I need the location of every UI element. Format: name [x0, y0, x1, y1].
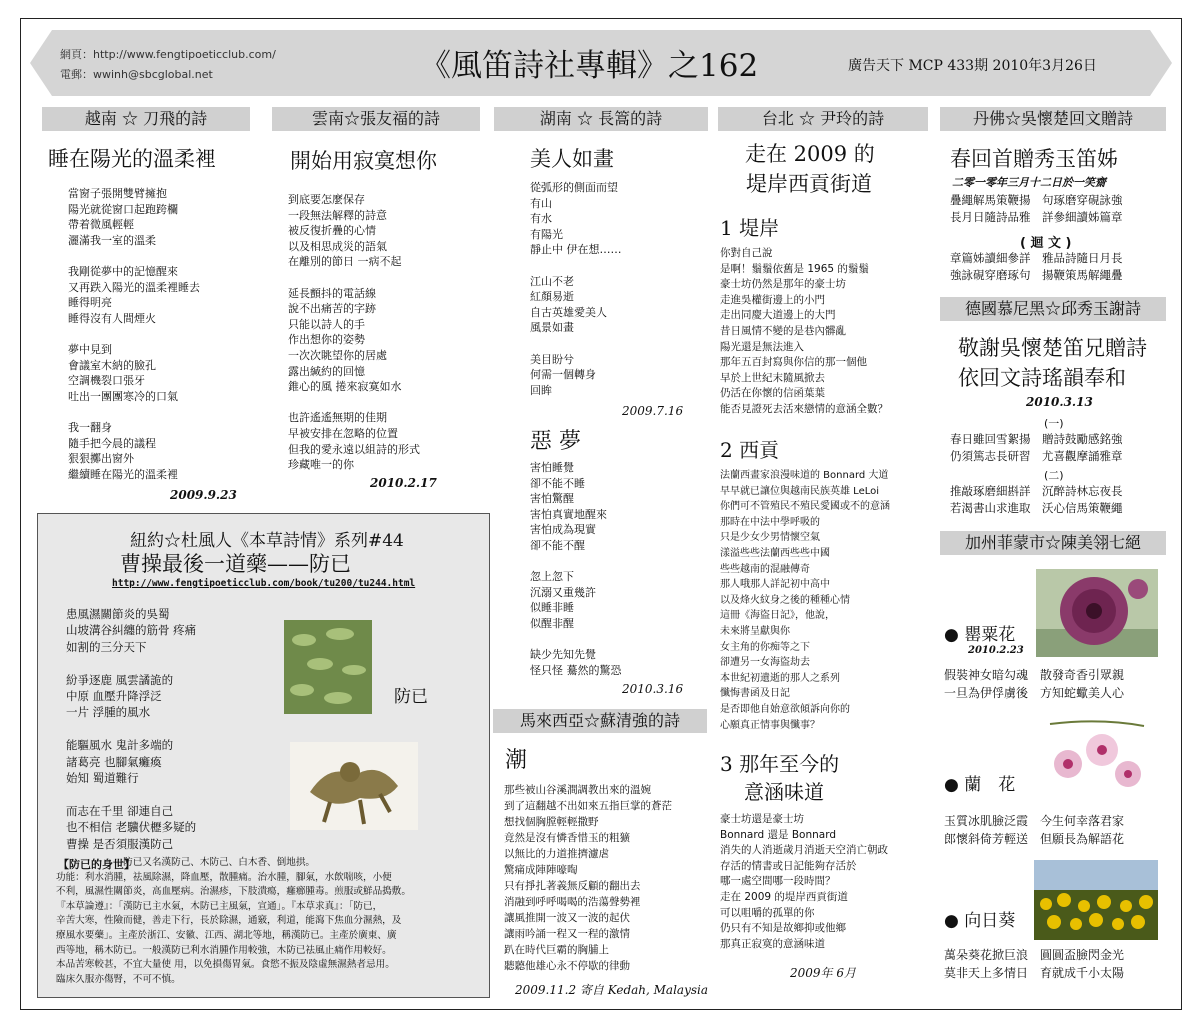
- col5-poem-title: 春回首贈秀玉笛姊: [950, 147, 1118, 171]
- header-email: 電郵：wwinh@sbcglobal.net: [60, 68, 213, 81]
- col4-section1-body: 你對自己說 是啊！鬚鬚依舊是 1965 的鬚鬚 豪士坊仍然是那年的豪士坊 走進吳權街邊上的小門 走出同慶大道邊上的大門 昔日風情不變的是巷內髒亂 陽光還是無法進入 那年五百封寫與你信的那一個他 早於上世紀末隨風掀去 仍活在你懷的信函葉葉 能否見證死去活來戀情的意涵全數？: [720, 247, 888, 415]
- col3-poem-body: 從弧形的側面而望 有山 有水 有陽光 靜止中 伊在想…… 江山不老 紅顏易逝 自古英雄愛美人 風景如畫 美目盼兮 何需一個轉身 回眸: [530, 181, 622, 397]
- poppy-date: 2010.2.23: [968, 645, 1024, 656]
- col1-poem-title: 睡在陽光的溫柔裡: [48, 147, 216, 171]
- col3-poem2-title: 惡 夢: [530, 429, 581, 454]
- col2-poem-title: 開始用寂寞想你: [290, 149, 437, 173]
- col2-poem-body: 到底要怎麼保存 一段無法解釋的詩意 被反復折疊的心情 以及相思成災的語氣 在離別的節日 一病不起 延長顫抖的電話線 說不出痛苦的字跡 只能以詩人的手 作出想你的姿勢 一次次眺望你的居處 露出緘約的回憶 錐心的風 捲來寂寞如水 也許遙遙無期的佳期 早被安排在忽略的位置 但我的愛永遠以組詩的形式 珍藏唯一的你: [288, 193, 420, 472]
- herb-note-label: 【防已的身世】: [58, 858, 135, 871]
- orchid-title: ● 蘭 花: [944, 775, 1016, 795]
- poppy-poem: 假裝神女暗勾魂 散發奇香引眾親 一旦為伊俘虜後 方知蛇蠍美人心: [944, 668, 1125, 700]
- col3b-date: 2009.11.2 寄自 Kedah, Malaysia: [515, 983, 709, 997]
- col4-section3-title-line1: 3 那年至今的: [720, 752, 840, 776]
- col1-header: 越南 ☆ 刀飛的詩: [42, 107, 250, 131]
- col4-date: 2009年 6月: [790, 966, 856, 980]
- col3b-poem-body: 那些被山谷溪澗調教出來的溫婉 到了這翻越不出如來五指巨掌的蒼茫 想找個胸膛輕輕撒野 竟然是沒有憐香惜玉的粗獷 以無比的力道推擠濾虐 驚痛成陣陣嚎啕 只有掙扎著義無反顧的翻出去 消融到呼呼喝喝的浩蕩聲勢裡 讓風推開一波又一波的起伏 讓雨吟誦一程又一程的激情 趴在時代巨霸的胸脯上 聽聽他雄心永不停歇的律動: [504, 784, 672, 972]
- col5b-title-line1: 敬謝吳懷楚笛兄贈詩: [958, 336, 1147, 360]
- col5b-part1-label: (一): [1044, 417, 1064, 430]
- box-poem-title: 曹操最後一道藥——防已: [120, 552, 351, 576]
- col2-date: 2010.2.17: [370, 476, 437, 490]
- col5b-date: 2010.3.13: [1026, 395, 1093, 409]
- sunflower-photo: [1034, 860, 1158, 940]
- sunflower-title: ● 向日葵: [944, 911, 1016, 931]
- herb-note: [56, 856, 411, 987]
- orchid-poem: 玉質冰肌臉泛霞 今生何幸落君家 郎懷斜倚芳輕送 但願長為解語花: [944, 814, 1125, 846]
- col3-date2: 2010.3.16: [622, 682, 684, 696]
- col4-header: 台北 ☆ 尹玲的詩: [718, 107, 928, 131]
- col3-header: 湖南 ☆ 長篙的詩: [494, 107, 708, 131]
- col3-poem-title: 美人如畫: [530, 147, 614, 171]
- col5b-title-line2: 依回文詩瑤韻奉和: [958, 366, 1126, 390]
- col3b-poem-title: 潮: [505, 748, 528, 773]
- col4-section3-title-line2: 意涵味道: [744, 780, 824, 804]
- col5b-part2-label: (二): [1044, 469, 1064, 482]
- herb-plant-photo: [284, 620, 372, 714]
- herb-name: 防已: [394, 687, 428, 707]
- herb-note-text: 防已又名漢防己、木防己、白木香、倒地拱。 功能：利水消腫，祛風除濕，降血壓，散腫痛。治水腫，腳氣，水飲喘咳，小便 不利，風濕性關節炎，高血壓病。治濕疹，下肢潰瘍，癰癤腫毒。煎服或鮮品搗敷。 『本草論遵』：「漢防已主水氣，木防已主風氣，宣通」。『本草求真』：「防已， 辛苦大寒，性險而健，善走下行，長於除濕，通竅，利道，能瀉下焦血分濕熱，及 療風水要藥」。主產於浙江、安徽、江西、湖北等地，稱漢防已。主產於廣東、廣 西等地，稱木防已。一般漢防已利水消腫作用較強，木防已祛風止痛作用較好。 本品苦寒較甚，不宜大量使 用，以免損傷胃氣。食慾不振及陰虛無濕熱者忌用。 臨床久服亦傷腎，不可不慎。: [56, 857, 411, 985]
- col3-poem2-body: 害怕睡覺 卻不能不睡 害怕驚醒 害怕真實地醒來 害怕成為現實 卻不能不醒 忽上忽下 沉溺又重幾許 似睡非睡 似醒非醒 缺少先知先覺 怪只怪 驀然的驚恐: [530, 461, 622, 677]
- poppy-title: ● 罌粟花: [944, 625, 1016, 645]
- sunflower-poem: 萬朵葵花掀巨浪 圓圓盃臉閃金光 莫非天上多情日 育就成千小太陽: [944, 948, 1125, 980]
- page-title: 《風笛詩社專輯》之162: [420, 48, 759, 84]
- col4-section1-title: 1 堤岸: [720, 216, 780, 240]
- box-poem-body: 患風濕關節炎的吳蜀 山坡溝谷糾纏的筋骨 疼痛 如割的三分天下 紛爭逐鹿 風雲譎詭的 中原 血壓升降浮泛 一片 浮腫的風水 能驅風水 鬼計多端的 諸葛亮 也腳氣癱瘓 始知 蜀道難行 而志在千里 卻連自己 也不相信 老驥伏櫪多疑的 曹操 是否須服漢防己: [66, 607, 197, 851]
- header-website: 網頁：http://www.fengtipoeticclub.com/: [60, 48, 276, 61]
- box-url[interactable]: http://www.fengtipoeticclub.com/book/tu200/tu244.html: [112, 578, 416, 589]
- col2-header: 雲南☆張友福的詩: [272, 107, 480, 131]
- col4-title-line1: 走在 2009 的: [745, 142, 875, 166]
- col4-section2-body: 法蘭西畫家浪漫味道的 Bonnard 大道 早早就已讓位與越南民族英雄 LeLoi 你們可不管殖民不殖民愛國或不的意涵 那時在中法中學呼吸的 只是少女少男情懷空氣 漾溢些些法蘭西些些中國 些些越南的混融傳奇 那人哦那人詳記初中高中 以及烽火紋身之後的種種心情 這冊《海盜日記》，他說， 未來將呈獻與你 女主角的你痴等之下 卻遭另一女海盜劫去 本世紀初遺逝的那人之系列 懺悔書函及日記 是否即他自始意欲傾訴向你的 心願真正情事與懺事？: [720, 470, 890, 731]
- col5b-part1-body: 春日雖回雪絮揚 贈詩鼓勵感銘強 仍須篤志長研習 尤喜觀摩誦雅章: [950, 432, 1123, 463]
- col4-section2-title: 2 西貢: [720, 438, 780, 462]
- col1-poem-body: 當窗子張開雙臂擁抱 陽光就從窗口起跑跨欄 帶着微風輕輕 灑滿我一室的溫柔 我剛從夢中的記憶醒來 又再跌入陽光的溫柔裡睡去 睡得明亮 睡得沒有人間煙火 夢中見到 會議室木納的臉孔 空調機裂口張牙 吐出一團團寒冷的口氣 我一翻身 隨手把今晨的議程 狠狠擲出窗外 繼續睡在陽光的溫柔裡: [68, 187, 200, 481]
- col5-huiwen-label: ( 迴 文 ): [1020, 236, 1072, 251]
- col5-poem-reverse: 章篇姊讀細參詳 雅品詩隨日月長 強詠硯穿磨琢句 揚鞭策馬解繩疊: [950, 251, 1123, 282]
- col5-poem-body: 疊繩解馬策鞭揚 句琢磨穿硯詠強 長月日隨詩品雅 詳參細讀姊篇章: [950, 193, 1123, 224]
- poppy-photo: [1036, 569, 1158, 657]
- col5-header: 丹佛☆吳懷楚回文贈詩: [940, 107, 1166, 131]
- col5c-header: 加州菲蒙市☆陳美翎七絕: [940, 531, 1166, 555]
- box-series-title: 紐約☆杜風人《本草詩情》系列#44: [130, 531, 404, 551]
- col5-subtitle: 二零一零年三月十二日於一笑齋: [952, 176, 1106, 189]
- col4-section3-body: 豪士坊還是豪士坊 Bonnard 還是 Bonnard 消失的人消逝歲月消逝天空消亡朝政 存活的情書或日記能夠存活於 哪一處空間哪一段時間？ 走在 2009 的堤岸西貢街道 可以咀嚼的孤單的你 仍只有不知是故鄉抑或他鄉 那真正寂寞的意涵味道: [720, 813, 888, 950]
- col5b-part2-body: 推敲琢磨細斟詳 沉醉詩林忘夜長 若渴書山求進取 沃心信馬策鞭繩: [950, 484, 1123, 515]
- col1-date: 2009.9.23: [170, 488, 237, 502]
- col3b-header: 馬來西亞☆蘇清強的詩: [493, 709, 707, 733]
- col5b-header: 德國慕尼黑☆邱秀玉謝詩: [940, 297, 1166, 321]
- orchid-photo: [1040, 718, 1148, 798]
- herb-root-photo: [290, 742, 418, 830]
- col4-title-line2: 堤岸西貢街道: [746, 172, 872, 196]
- issue-info: 廣告天下 MCP 433期 2010年3月26日: [848, 58, 1097, 74]
- col3-date: 2009.7.16: [622, 404, 684, 418]
